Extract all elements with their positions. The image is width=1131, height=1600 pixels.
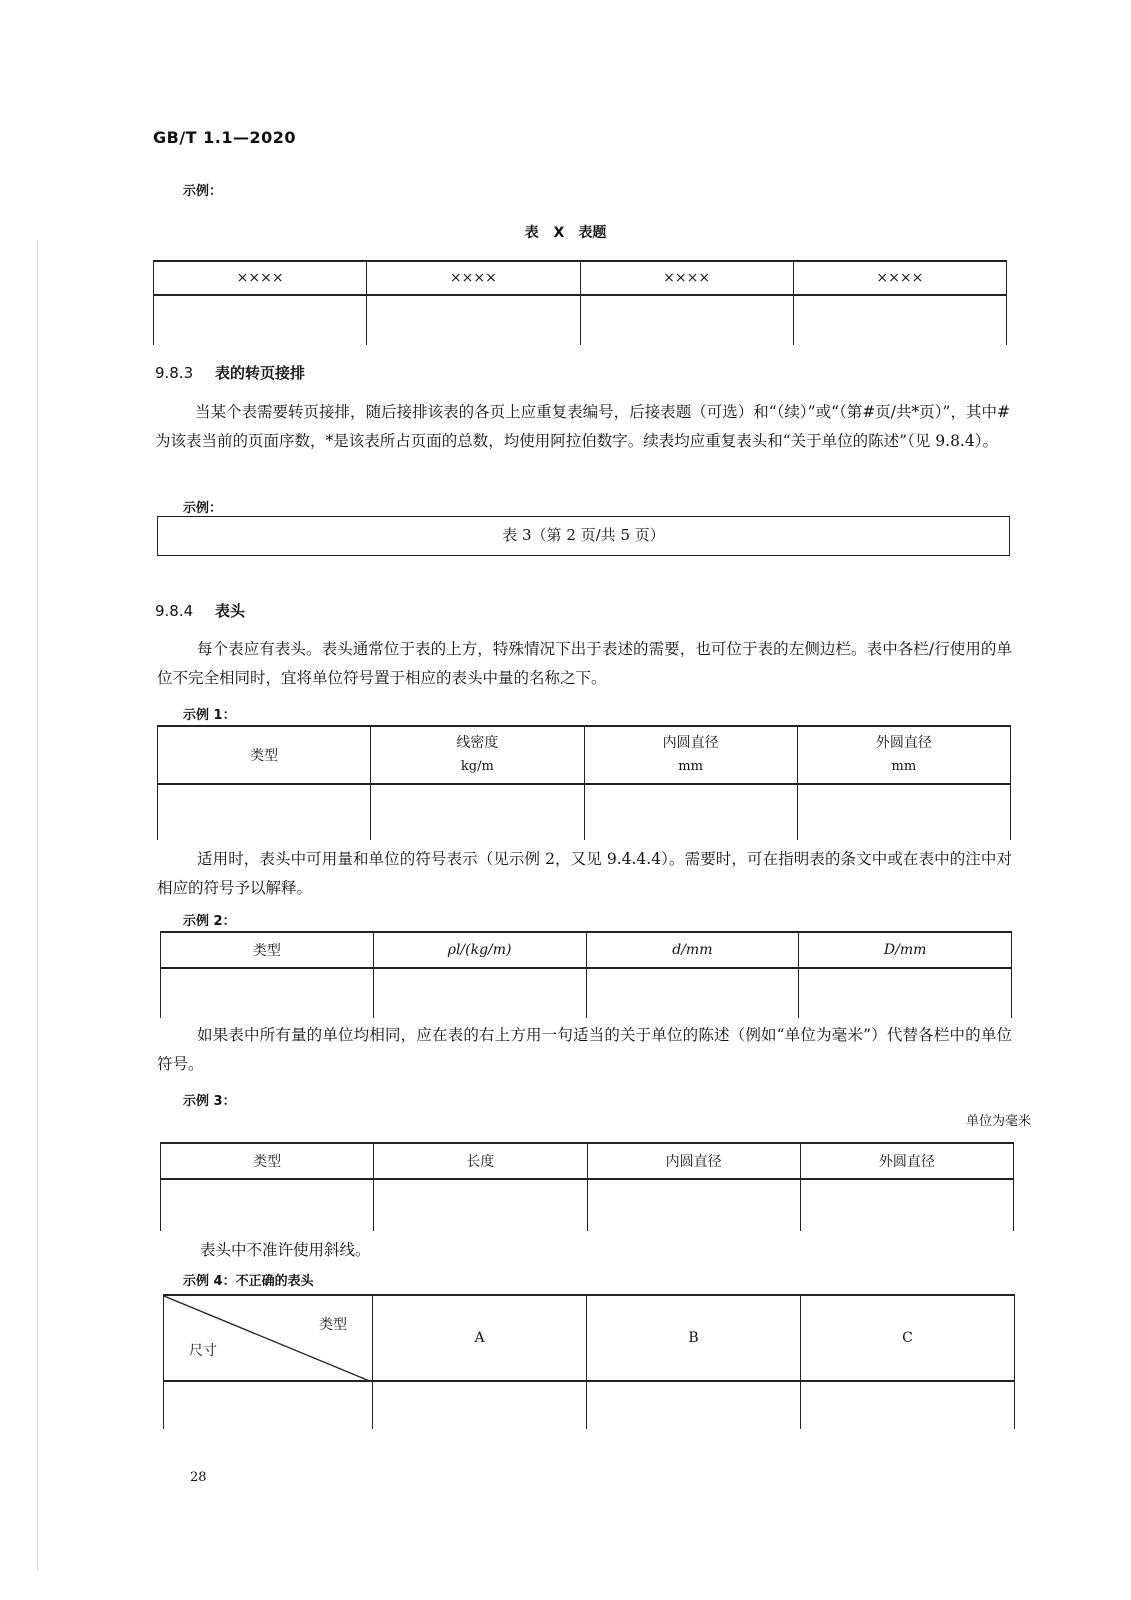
table-header-cell: B xyxy=(587,1295,801,1381)
table-body-cell xyxy=(164,1381,373,1429)
table-body-cell xyxy=(797,784,1010,840)
diagonal-bottom-label: 尺寸 xyxy=(189,1343,217,1359)
document-id: GB/T 1.1—2020 xyxy=(153,128,297,147)
table-body-cell xyxy=(161,1179,374,1231)
page-number: 28 xyxy=(190,1470,207,1485)
section-number: 9.8.4 xyxy=(155,602,194,620)
example-label: 示例 2： xyxy=(183,914,236,929)
table-body-cell xyxy=(154,295,367,345)
section-title: 表的转页接排 xyxy=(215,364,306,382)
unit-symbol: mm xyxy=(891,759,917,774)
paragraph: 适用时，表头中可用量和单位的符号表示（见示例 2，又见 9.4.4.4）。需要时，可在指明表的条文中或在表中的注中对相应的符号予以解释。 xyxy=(157,850,1012,897)
table-header-cell: ×××× xyxy=(580,261,793,295)
unit-statement: 单位为毫米 xyxy=(965,1114,1031,1129)
diagonal-line xyxy=(164,1296,372,1382)
table-body-cell xyxy=(373,1381,587,1429)
table-body-cell xyxy=(793,295,1006,345)
example-table-2 xyxy=(160,931,1012,1018)
paragraph: 表头中不准许使用斜线。 xyxy=(200,1241,371,1259)
paragraph: 当某个表需要转页接排，随后接排该表的各页上应重复表编号，后接表题（可选）和“（续）”或“（第#页/共*页）”，其中#为该表当前的页面序数，*是该表所占页面的总数，均使用阿拉伯数字。续表均应重复表头和“关于单位的陈述”（见 9.8.4）。 xyxy=(155,403,1010,450)
section-heading-9-8-4 xyxy=(155,600,245,621)
example-continuation-box: 表 3（第 2 页/共 5 页） xyxy=(157,516,1010,556)
quantity-name: 内圆直径 xyxy=(662,735,719,751)
table-header-cell: D/mm xyxy=(799,932,1012,968)
example-table-x xyxy=(153,260,1007,345)
table-title: 表 X 表题 xyxy=(524,225,607,241)
scan-edge-line xyxy=(37,240,38,1570)
example-table-4 xyxy=(163,1294,1015,1429)
unit-symbol: mm xyxy=(678,759,703,774)
unit-symbol: kg/m xyxy=(460,759,494,774)
example-label: 示例： xyxy=(183,501,223,516)
table-body-cell xyxy=(587,1381,801,1429)
quantity-name: 线密度 xyxy=(456,735,499,751)
diagonal-top-label: 类型 xyxy=(319,1317,347,1333)
table-body-cell xyxy=(161,968,374,1018)
section-title: 表头 xyxy=(215,602,246,620)
table-header-cell: C xyxy=(801,1295,1015,1381)
table-header-cell: ×××× xyxy=(793,261,1006,295)
quantity-name: 外圆直径 xyxy=(875,735,932,751)
table-body-cell xyxy=(374,1179,587,1231)
table-body-cell xyxy=(584,784,797,840)
table-header-cell: d/mm xyxy=(586,932,799,968)
table-body-cell xyxy=(580,295,793,345)
example-table-3 xyxy=(160,1142,1014,1231)
example-label: 示例 4：不正确的表头 xyxy=(183,1274,314,1289)
table-header-cell: 内圆直径 xyxy=(587,1143,800,1179)
paragraph: 如果表中所有量的单位均相同，应在表的右上方用一句适当的关于单位的陈述（例如“单位为毫米”）代替各栏中的单位符号。 xyxy=(157,1026,1012,1073)
table-body-cell xyxy=(800,1179,1013,1231)
example-label: 示例： xyxy=(183,184,223,199)
table-body-cell xyxy=(371,784,584,840)
table-header-cell: 长度 xyxy=(374,1143,587,1179)
example-table-1 xyxy=(157,725,1011,840)
example-label: 示例 3： xyxy=(183,1094,236,1109)
section-heading-9-8-3 xyxy=(155,362,305,383)
table-body-cell xyxy=(587,1179,800,1231)
example-label: 示例 1： xyxy=(183,708,236,723)
table-header-cell: ρl/(kg/m) xyxy=(373,932,586,968)
table-header-cell: ×××× xyxy=(367,261,580,295)
table-body-cell xyxy=(586,968,799,1018)
table-body-cell xyxy=(158,784,371,840)
diagonal-header-cell xyxy=(164,1295,373,1381)
table-body-cell xyxy=(367,295,580,345)
table-header-cell: 类型 xyxy=(158,726,371,784)
table-header-cell xyxy=(797,726,1010,784)
table-header-cell: 类型 xyxy=(161,932,374,968)
table-header-cell: 类型 xyxy=(161,1143,374,1179)
table-header-cell: ×××× xyxy=(154,261,367,295)
section-number: 9.8.3 xyxy=(155,364,194,382)
table-body-cell xyxy=(373,968,586,1018)
table-body-cell xyxy=(801,1381,1015,1429)
table-header-cell: 外圆直径 xyxy=(800,1143,1013,1179)
table-body-cell xyxy=(799,968,1012,1018)
table-header-cell xyxy=(584,726,797,784)
table-header-cell xyxy=(371,726,584,784)
table-header-cell: A xyxy=(373,1295,587,1381)
paragraph: 每个表应有表头。表头通常位于表的上方，特殊情况下出于表述的需要，也可位于表的左侧边栏。表中各栏/行使用的单位不完全相同时，宜将单位符号置于相应的表头中量的名称之下。 xyxy=(157,640,1012,687)
